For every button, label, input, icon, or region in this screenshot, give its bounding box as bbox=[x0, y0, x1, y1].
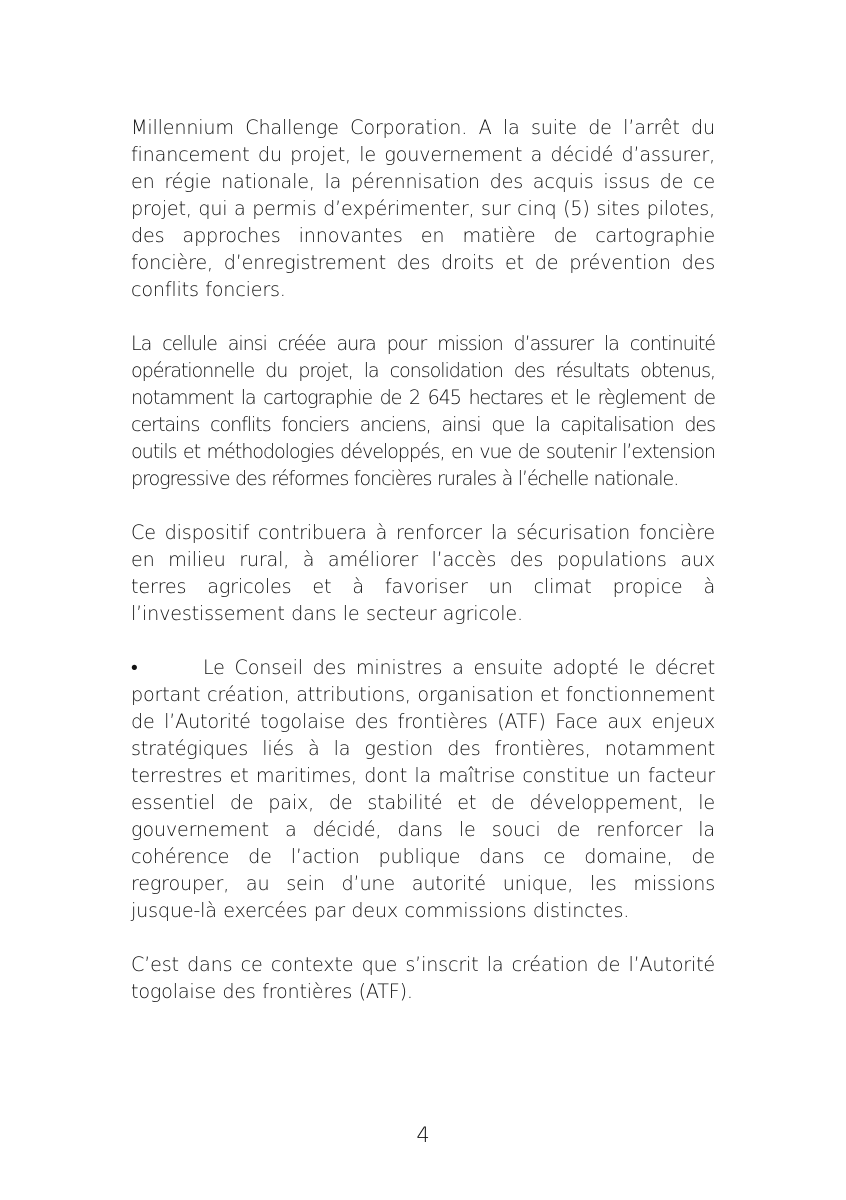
bullet-text: Le Conseil des ministres a ensuite adopté le décret portant création, attributions, organisation et fonctionnement de l’Autorité togolaise des frontières (ATF) Face aux enjeux stratégiques liés à la gestion des frontières, notamment terrestres et maritimes, dont la maîtrise constitue un facteur essentiel de paix, de stabilité et de développement, le gouvernement a décidé, dans le souci de renforcer la cohérence de l’action publique dans ce domaine, de regrouper, au sein d’une autorité unique, les missions jusque-là exercées par deux commissions distinctes. bbox=[131, 656, 715, 922]
paragraph-cellule: La cellule ainsi créée aura pour mission d’assurer la continuité opérationnelle du projet, la consolidation des résultats obtenus, notamment la cartographie de 2 645 hectares et le règlement de certains conflits fonciers anciens, ainsi que la capitalisation des outils et méthodologies développés, en vue de soutenir l’extension progressive des réformes foncières rurales à l’échelle nationale. bbox=[131, 332, 715, 490]
page-number: 4 bbox=[416, 1123, 430, 1147]
paragraph-dispositif: Ce dispositif contribuera à renforcer la sécurisation foncière en milieu rural, à améliorer l’accès des populations aux terres agricoles et à favoriser un climat propice à l’investissement dans le secteur agricole. bbox=[131, 521, 715, 625]
bullet-paragraph-atf bbox=[131, 654, 715, 924]
bullet-marker: • bbox=[131, 656, 138, 679]
document-body bbox=[131, 114, 715, 1032]
paragraph-contexte: C’est dans ce contexte que s’inscrit la création de l’Autorité togolaise des frontières (ATF). bbox=[131, 953, 715, 1003]
paragraph-mcc: Millennium Challenge Corporation. A la suite de l’arrêt du financement du projet, le gouvernement a décidé d’assurer, en régie nationale, la pérennisation des acquis issus de ce projet, qui a permis d’expérimenter, sur cinq (5) sites pilotes, des approches innovantes en matière de cartographie foncière, d’enregistrement des droits et de prévention des conflits fonciers. bbox=[131, 116, 715, 301]
